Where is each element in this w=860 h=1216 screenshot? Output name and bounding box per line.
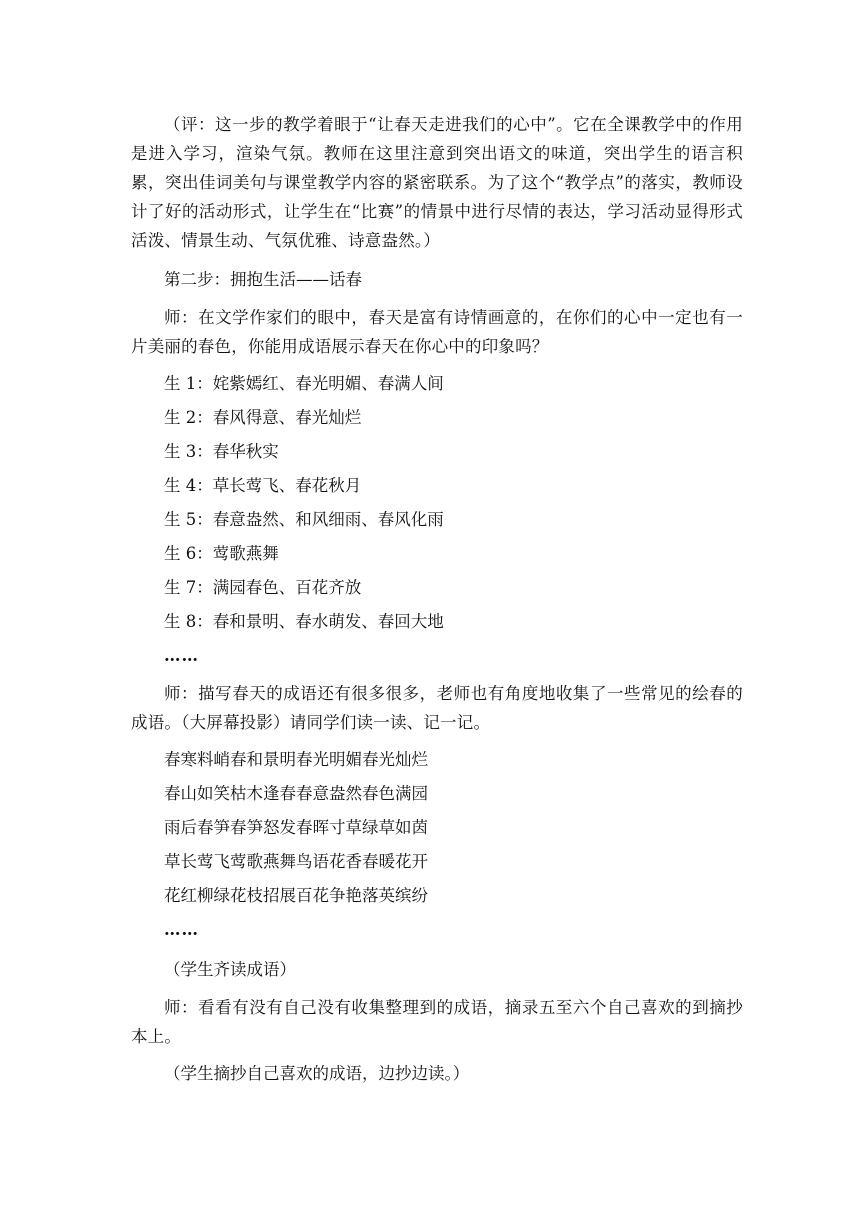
ellipsis: …… [164, 646, 199, 665]
idiom-list [131, 743, 743, 913]
student-answer: 生 3：春华秋实 [164, 442, 279, 461]
student-answer: 生 7：满园春色、百花齐放 [164, 578, 362, 597]
student-answer: 生 2：春风得意、春光灿烂 [164, 408, 362, 427]
student-answer: 生 4：草长莺飞、春花秋月 [164, 476, 362, 495]
students-read-note: （学生齐读成语） [164, 960, 296, 979]
step-heading: 第二步：拥抱生活——话春 [164, 270, 362, 289]
students-copy-note: （学生摘抄自己喜欢的成语，边抄边读。） [164, 1064, 470, 1083]
idiom-row: 草长莺飞莺歌燕舞鸟语花香春暖花开 [164, 852, 428, 871]
idiom-row: 春寒料峭春和景明春光明媚春光灿烂 [164, 750, 428, 769]
idiom-row: 花红柳绿花枝招展百花争艳落英缤纷 [164, 886, 428, 905]
ellipsis: …… [164, 920, 199, 939]
idiom-row: 春山如笑枯木逢春春意盎然春色满园 [164, 784, 428, 803]
document-body [131, 110, 743, 1091]
student-answer: 生 1：姹紫嫣红、春光明媚、春满人间 [164, 374, 444, 393]
student-answer: 生 6：莺歌燕舞 [164, 544, 279, 563]
student-answer: 生 5：春意盎然、和风细雨、春风化雨 [164, 510, 444, 529]
student-answer: 生 8：春和景明、春水萌发、春回大地 [164, 612, 444, 631]
teacher-question: 师：在文学作家们的眼中，春天是富有诗情画意的，在你们的心中一定也有一片美丽的春色，你能用成语展示春天在你心中的印象吗？ [131, 308, 743, 356]
teacher-idioms-intro: 师：描写春天的成语还有很多很多，老师也有角度地收集了一些常见的绘春的成语。（大屏幕投影）请同学们读一读、记一记。 [131, 684, 743, 732]
comment-paragraph: （评：这一步的教学着眼于“让春天走进我们的心中”。它在全课教学中的作用是进入学习，渲染气氛。教师在这里注意到突出语文的味道，突出学生的语言积累，突出佳词美句与课堂教学内容的紧密联系。为了这个“教学点”的落实，教师设计了好的活动形式，让学生在“比赛”的情景中进行尽情的表达，学习活动显得形式活泼、情景生动、气氛优雅、诗意盎然。） [131, 115, 743, 250]
student-answer-list [131, 367, 743, 639]
idiom-row: 雨后春笋春笋怒发春晖寸草绿草如茵 [164, 818, 428, 837]
teacher-copy-instruction: 师：看看有没有自己没有收集整理到的成语，摘录五至六个自己喜欢的到摘抄本上。 [131, 998, 743, 1046]
